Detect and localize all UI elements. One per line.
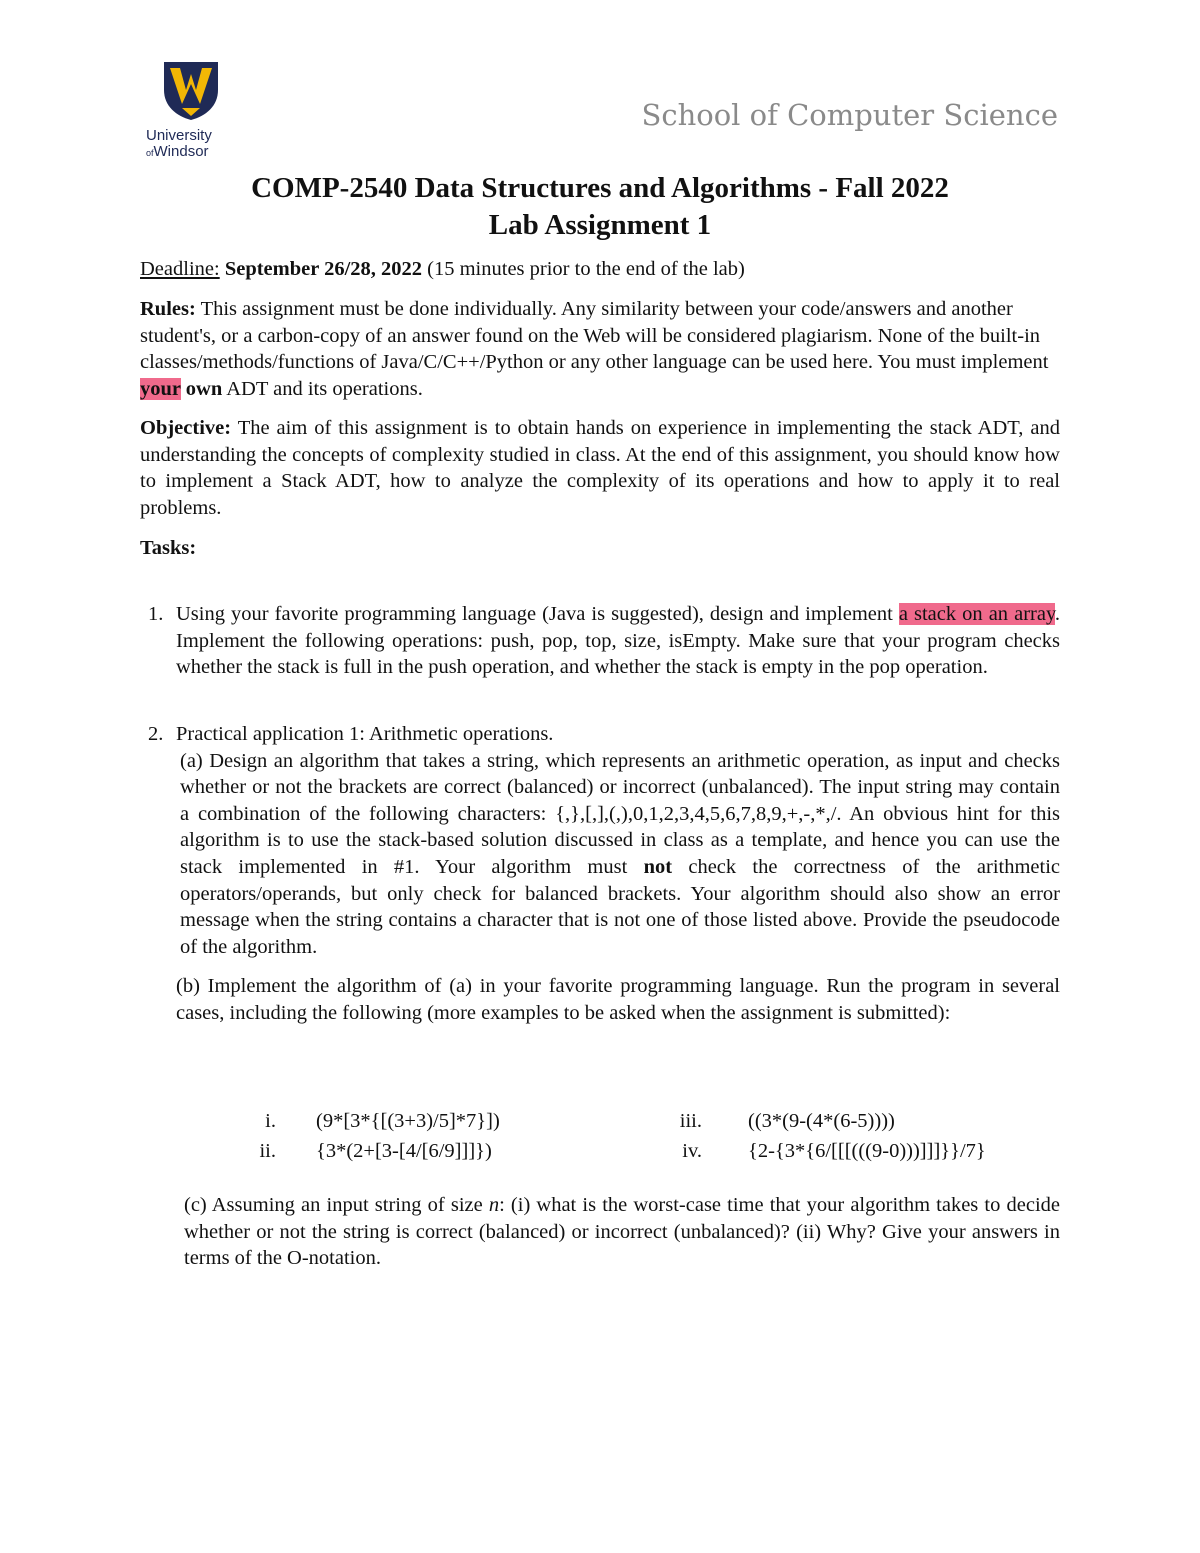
task-2a-bold: not	[643, 855, 673, 878]
task-1-highlight: a stack on an array	[898, 603, 1055, 625]
tasks-label: Tasks:	[140, 537, 197, 559]
task-1-number: 1.	[148, 603, 164, 625]
example-3-number: iii.	[679, 1110, 702, 1132]
task-1	[148, 601, 1060, 681]
objective-label: Objective:	[140, 417, 232, 439]
deadline-label: Deadline:	[140, 258, 220, 280]
task-1-text-end: . Implement the following operations: push, pop, top, size, isEmpty. Make sure that your program checks whether the stack is full in the push operation, and whether the stack is empty in the pop operation.	[176, 603, 1060, 679]
tasks-heading	[140, 535, 1060, 562]
example-1-number: i.	[265, 1110, 276, 1132]
task-2-number: 2.	[148, 723, 164, 745]
course-title: COMP-2540 Data Structures and Algorithms - Fall 2022	[251, 172, 949, 204]
example-4-number: iv.	[682, 1140, 702, 1162]
task-2a-text: (a) Design an algorithm that takes a string, which represents an arithmetic operation, as input and checks whether or not the brackets are correct (balanced) or incorrect (unbalanced). The input string may contain a combination of the following characters: {,},[,],(,),0,1,2,3,4,5,6,7,8,9,+,-,*,/. An obvious hint for this algorithm is to use the stack-based solution discussed in class as a template, and hence you can use the stack implemented in #1. Your algorithm must	[180, 749, 1060, 878]
task-2-heading: Practical application 1: Arithmetic operations.	[176, 723, 554, 745]
deadline-note: (15 minutes prior to the end of the lab)	[427, 258, 745, 280]
task-2	[148, 721, 1060, 1027]
shield-icon	[162, 60, 220, 122]
example-1-expr: (9*[3*{[(3+3)/5]*7}])	[316, 1110, 500, 1132]
university-logo	[146, 60, 236, 161]
rules-label: Rules:	[140, 298, 196, 320]
university-line1: University	[146, 127, 212, 144]
example-4-expr: {2-{3*{6/[[[(((9-0)))]]]}}/7}	[748, 1140, 986, 1162]
school-name: School of Computer Science	[641, 98, 1058, 132]
university-name	[146, 128, 236, 161]
rules-text-end: ADT and its operations.	[222, 377, 423, 400]
task-2a-text-end: check the correctness of the arithmetic operators/operands, but only check for balanced brackets. Your algorithm should also show an error message when the string contains a character that is not one of those listed above. Provide the pseudocode of the algorithm.	[180, 855, 1060, 958]
objective-paragraph	[140, 415, 1060, 521]
task-2a-paragraph	[180, 748, 1060, 961]
objective-text: The aim of this assignment is to obtain hands on experience in implementing the stack ADT, and understanding the concepts of complexity studied in class. At the end of this assignment, you should know how to implement a Stack ADT, how to analyze the complexity of its operations and how to apply it to real problems.	[140, 417, 1060, 519]
task-2c-text: (c) Assuming an input string of size	[184, 1194, 489, 1216]
rules-highlight: your	[140, 377, 181, 400]
example-2-expr: {3*(2+[3-[4/[6/9]]]})	[316, 1140, 492, 1162]
task-1-text: Using your favorite programming language (Java is suggested), design and implement	[176, 603, 899, 625]
assignment-title: Lab Assignment 1	[488, 209, 712, 241]
deadline-paragraph	[140, 256, 1060, 283]
university-of: of	[146, 148, 154, 158]
task-2c-variable: n	[488, 1194, 500, 1216]
task-2b-paragraph: (b) Implement the algorithm of (a) in your favorite programming language. Run the program in several cases, including the following (more examples to be asked when the assignment is submitted):	[176, 975, 1060, 1024]
rules-text: This assignment must be done individually. Any similarity between your code/answers and another student's, or a carbon-copy of an answer found on the Web will be considered plagiarism. None of the built-in classes/methods/functions of Java/C/C++/Python or any other language can be used here. You must implement	[140, 298, 1049, 374]
rules-bold: own	[180, 377, 223, 400]
example-3-expr: ((3*(9-(4*(6-5))))	[748, 1110, 895, 1132]
task-2c-paragraph	[184, 1192, 1060, 1272]
deadline-date: September 26/28, 2022	[224, 258, 423, 280]
rules-paragraph	[140, 296, 1060, 402]
university-line2: Windsor	[153, 143, 209, 160]
task-2c-text-end: : (i) what is the worst-case time that your algorithm takes to decide whether or not the string is correct (balanced) or incorrect (unbalanced)? (ii) Why? Give your answers in terms of the O-notation.	[184, 1194, 1060, 1270]
example-2-number: ii.	[259, 1140, 276, 1162]
